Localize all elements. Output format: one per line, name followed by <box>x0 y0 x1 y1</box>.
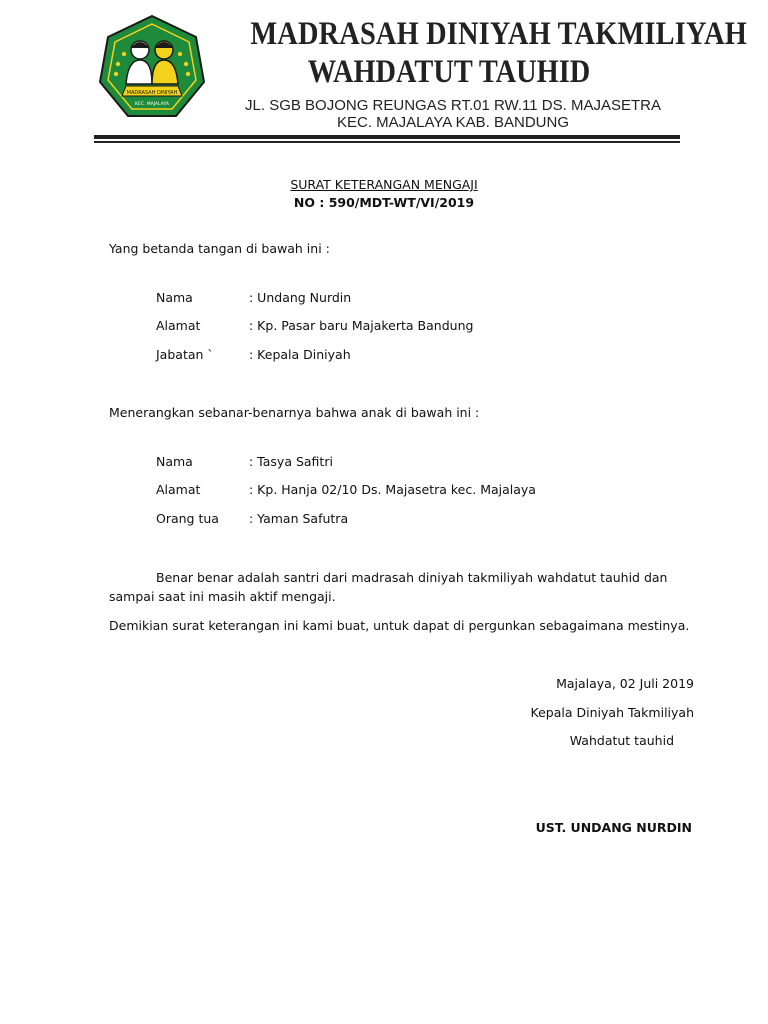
closing-text: Demikian surat keterangan ini kami buat, untuk dapat di pergunkan sebagaimana mestinya. <box>109 618 690 633</box>
school-name-line2: WAHDATUT TAUHID <box>307 54 591 90</box>
school-name-line1: MADRASAH DINIYAH TAKMILIYAH <box>250 16 747 52</box>
signer-name-label: Nama <box>156 290 193 305</box>
student-parent-value: : Yaman Safutra <box>249 511 349 526</box>
address-line1: JL. SGB BOJONG REUNGAS RT.01 RW.11 DS. MAJASETRA <box>245 97 661 114</box>
document-number: NO : 590/MDT-WT/VI/2019 <box>293 195 475 210</box>
letterhead-divider-thick <box>94 135 680 139</box>
student-name-label: Nama <box>156 454 193 469</box>
intro-text: Yang betanda tangan di bawah ini : <box>109 241 330 256</box>
place-date: Majalaya, 02 Juli 2019 <box>556 676 694 691</box>
logo-text-bottom: KEC. MAJALAYA <box>135 102 169 107</box>
body-paragraph-line1: Benar benar adalah santri dari madrasah diniyah takmiliyah wahdatut tauhid dan <box>156 570 668 585</box>
signer-address-label: Alamat <box>156 318 201 333</box>
signer-name: UST. UNDANG NURDIN <box>535 820 692 835</box>
student-parent-label: Orang tua <box>156 511 219 526</box>
letterhead <box>94 12 747 144</box>
body-paragraph-line2: sampai saat ini masih aktif mengaji. <box>109 589 336 604</box>
letterhead-divider-thin <box>94 141 680 143</box>
madrasah-logo-icon <box>96 12 208 124</box>
signer-title-line1: Kepala Diniyah Takmiliyah <box>530 705 694 720</box>
signer-position-label: Jabatan ` <box>156 347 214 362</box>
student-address-value: : Kp. Hanja 02/10 Ds. Majasetra kec. Majalaya <box>249 482 536 497</box>
student-name-value: : Tasya Safitri <box>249 454 333 469</box>
statement-text: Menerangkan sebanar-benarnya bahwa anak di bawah ini : <box>109 405 480 420</box>
signer-name-value: : Undang Nurdin <box>249 290 352 305</box>
signer-position-value: : Kepala Diniyah <box>249 347 351 362</box>
document-title: SURAT KETERANGAN MENGAJI <box>290 177 478 192</box>
signer-address-value: : Kp. Pasar baru Majakerta Bandung <box>249 318 474 333</box>
student-address-label: Alamat <box>156 482 201 497</box>
address-line2: KEC. MAJALAYA KAB. BANDUNG <box>336 114 569 131</box>
logo-text-top: MADRASAH DINIYAH <box>126 90 178 96</box>
signer-title-line2: Wahdatut tauhid <box>569 733 674 748</box>
